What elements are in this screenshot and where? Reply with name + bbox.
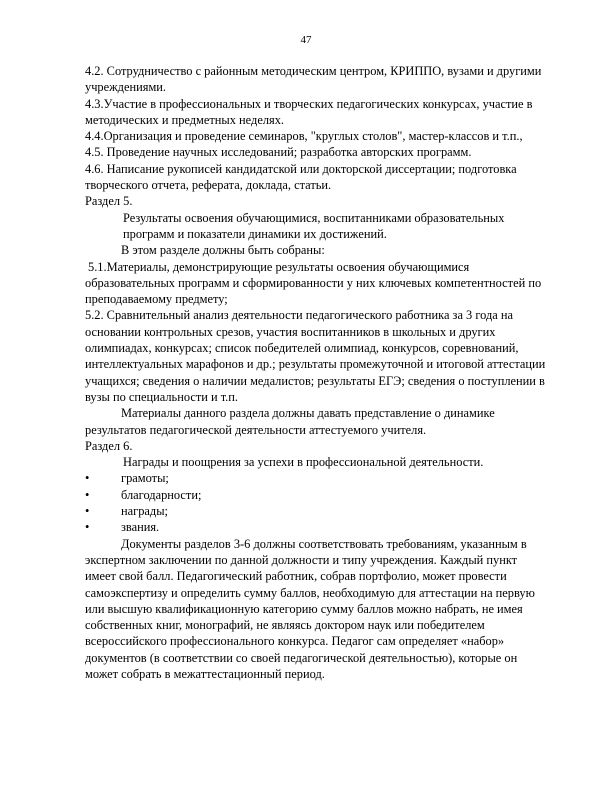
list-item-text: звания.: [121, 520, 160, 535]
paragraph-4-2: 4.2. Сотрудничество с районным методическим центром, КРИППО, вузами и другими учреждениями.: [85, 64, 542, 95]
list-item: [85, 487, 550, 503]
section-5-intro: В этом разделе должны быть собраны:: [121, 243, 325, 258]
list-item-text: благодарности;: [121, 487, 202, 502]
list-item-text: награды;: [121, 504, 168, 519]
paragraph-4-5: 4.5. Проведение научных исследований; разработка авторских программ.: [85, 145, 472, 160]
section-6-label: Раздел 6.: [85, 438, 133, 453]
section-5-title: Результаты освоения обучающимися, воспитанниками образовательных программ и показатели динамики их достижений.: [123, 210, 505, 241]
list-item: [85, 503, 550, 519]
bullet-marker: •: [85, 471, 90, 486]
bullet-marker: •: [85, 504, 90, 519]
paragraph-4-6: 4.6. Написание рукописей кандидатской или докторской диссертации; подготовка творческого отчета, реферата, доклада, статьи.: [85, 161, 517, 193]
section-5-label: Раздел 5.: [85, 194, 133, 209]
page-number: 47: [300, 34, 312, 46]
section-5-note: Материалы данного раздела должны давать представление о динамике результатов педагогической деятельности аттестуемого учителя.: [85, 406, 495, 437]
paragraph-4-4: 4.4.Организация и проведение семинаров, "круглых столов", мастер-классов и т.п.,: [85, 129, 523, 144]
paragraph-4-3: 4.3.Участие в профессиональных и творческих педагогических конкурсах, участие в методических и предметных неделях.: [85, 96, 533, 127]
closing-paragraph: Документы разделов 3-6 должны соответствовать требованиям, указанным в экспертном заключении по данной должности и типу учреждения. Каждый пункт имеет свой балл. Педагогический работник, собрав портфолио, может провести самоэкспертизу и определить сумму баллов, необходимую для аттестации на первую или высшую квалификационную категорию сумму баллов можно набрать, не имея собственных книг, монографий, не являясь доктором наук или победителем всероссийского профессионального конкурса. Педагог сам определяет «набор» документов (в соответствии со своей педагогической деятельностью), которые он может собрать в межаттестационный период.: [85, 536, 535, 681]
awards-list: [85, 470, 550, 535]
bullet-marker: •: [85, 520, 90, 535]
section-6-title: Награды и поощрения за успехи в профессиональной деятельности.: [123, 455, 484, 470]
paragraph-5-1: 5.1.Материалы, демонстрирующие результаты освоения обучающимися образовательных программ и сформированности у них ключевых компетентностей по преподаваемому предмету;: [85, 259, 542, 307]
list-item: [85, 470, 550, 486]
list-item-text: грамоты;: [121, 471, 169, 486]
list-item: [85, 519, 550, 535]
bullet-marker: •: [85, 487, 90, 502]
paragraph-5-2: 5.2. Сравнительный анализ деятельности педагогического работника за 3 года на основании контрольных срезов, участия воспитанников в школьных и других олимпиадах, конкурсах; список победителей олимпиад, конкурсов, соревнований, интеллектуальных марафонов и др.; результаты промежуточной и итоговой аттестации учащихся; сведения о наличии медалистов; результаты ЕГЭ; сведения о поступлении в вузы по специальности и т.п.: [85, 308, 546, 404]
document-body: [85, 63, 550, 682]
